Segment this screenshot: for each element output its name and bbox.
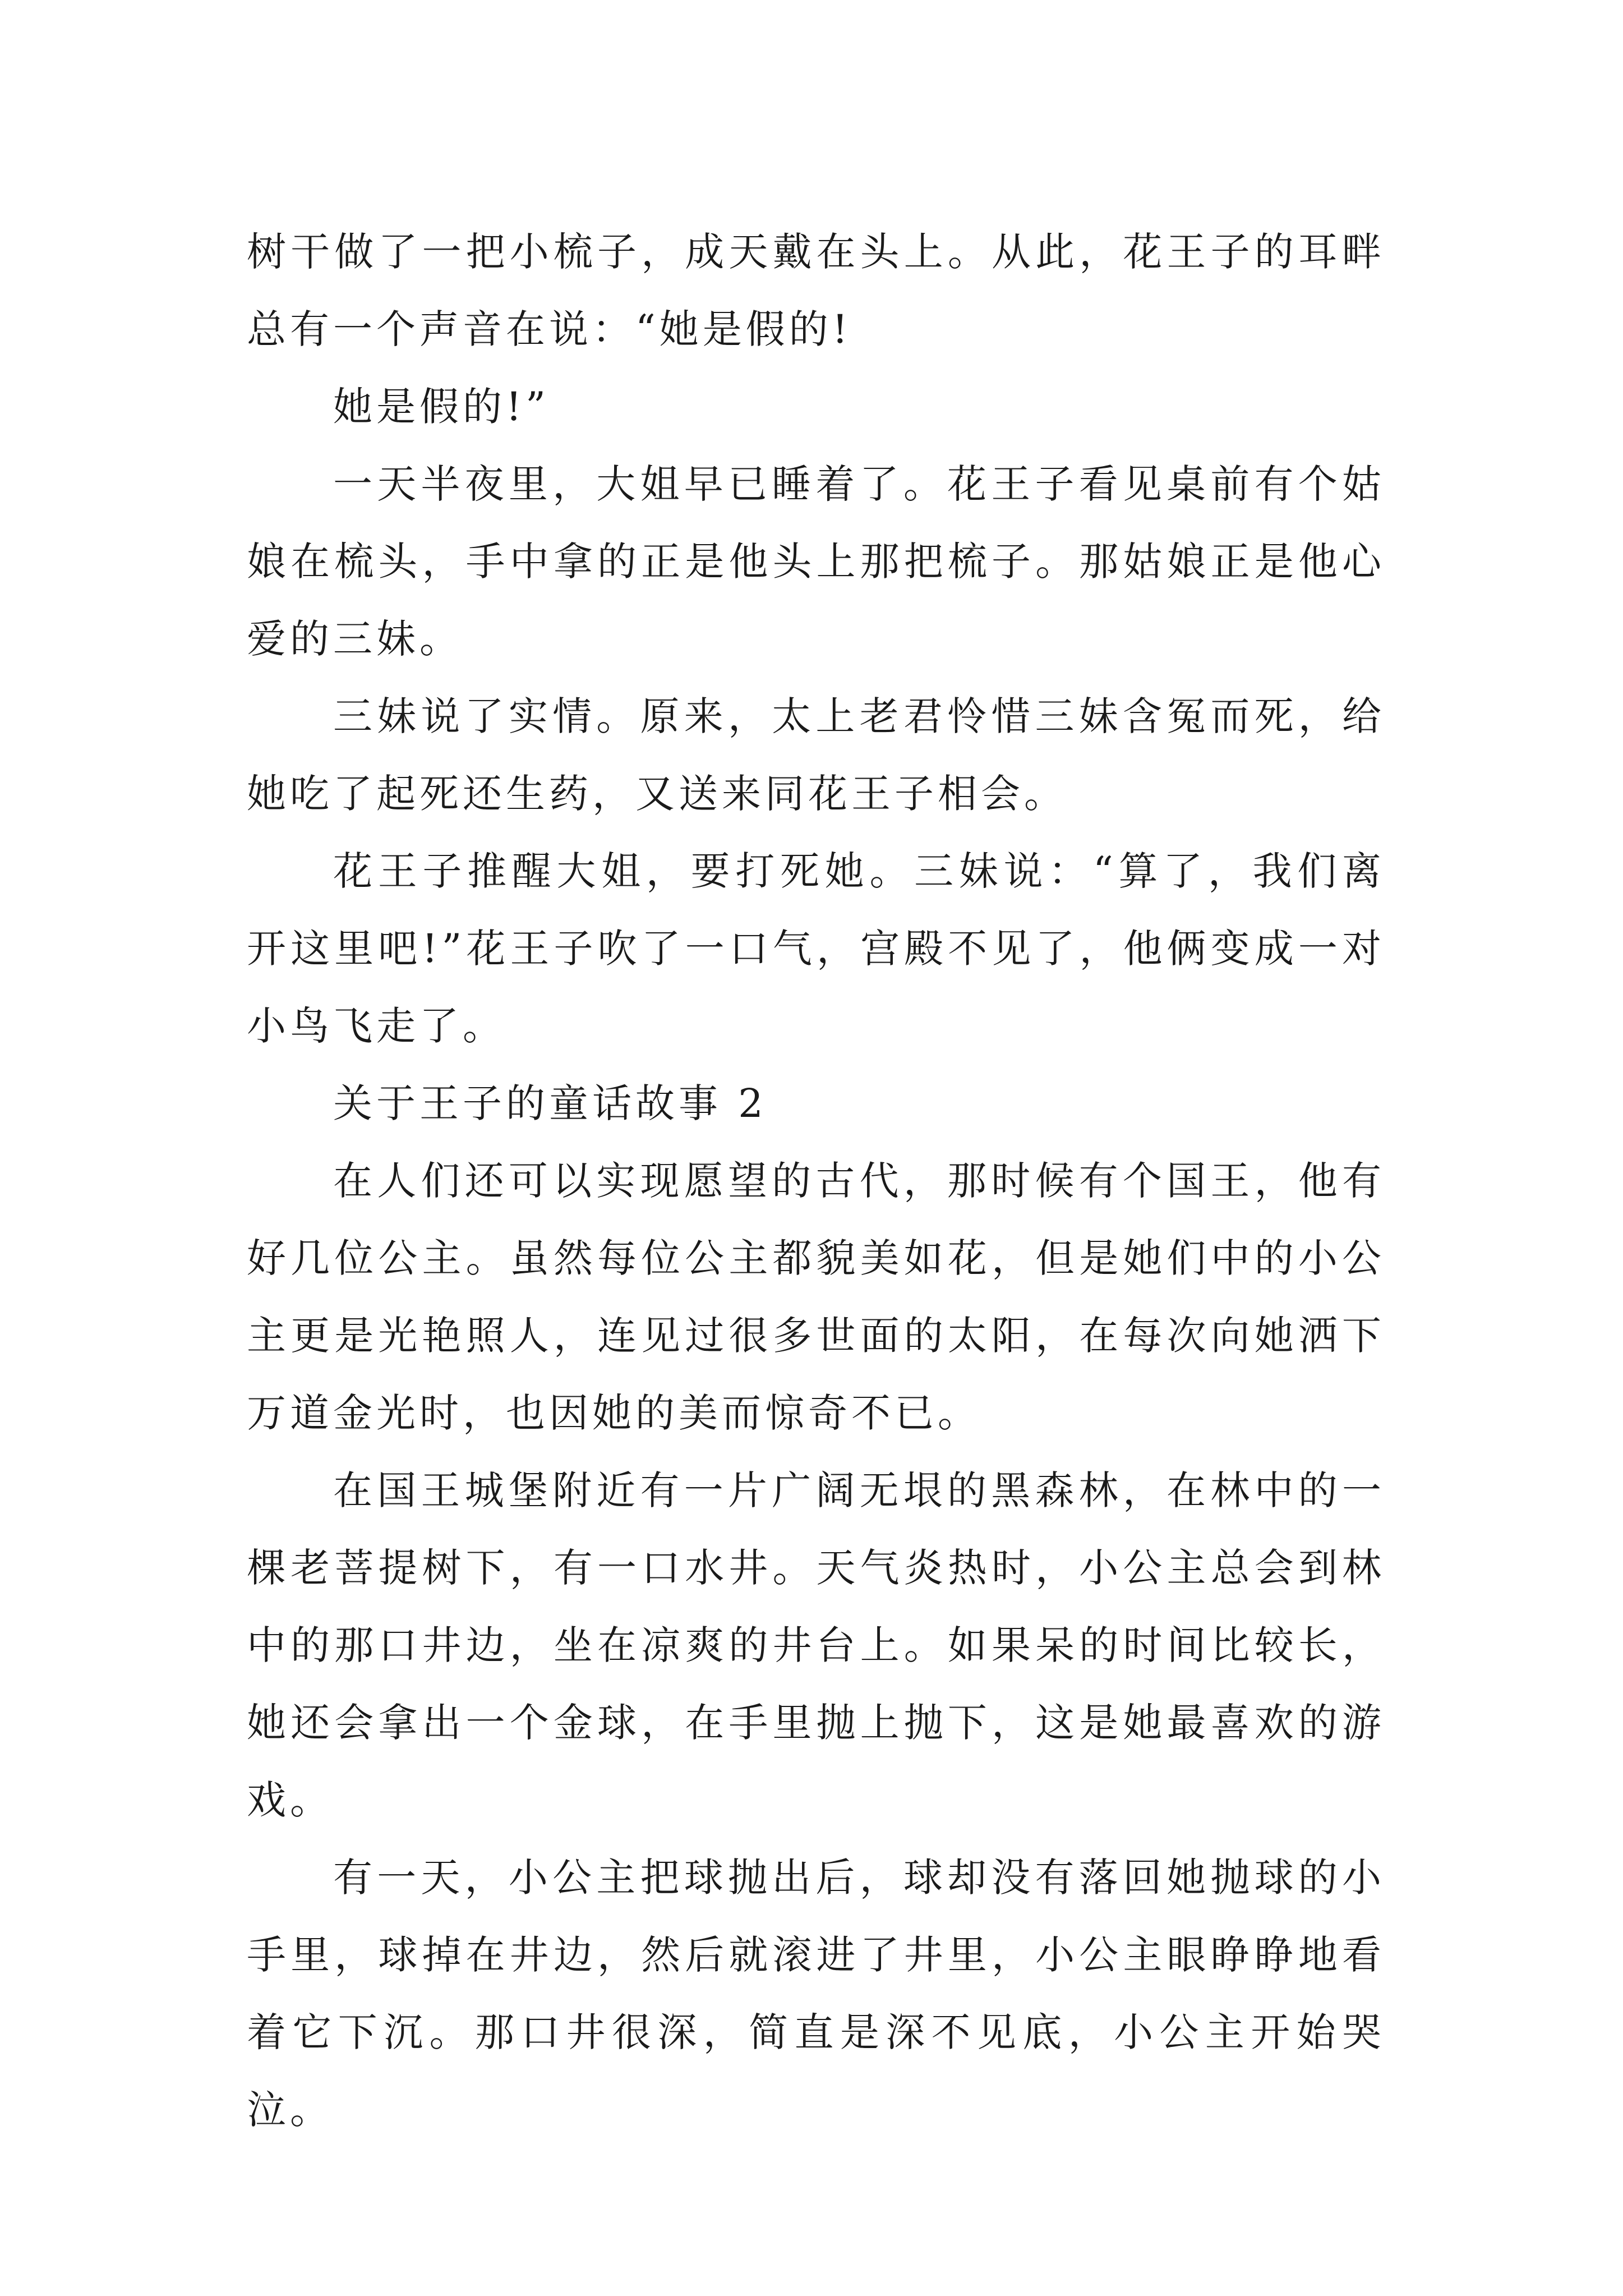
paragraph-7: 在人们还可以实现愿望的古代，那时候有个国王，他有好几位公主。虽然每位公主都貌美如花，但是她们中的小公主更是光艳照人，连见过很多世面的太阳，在每次向她洒下万道金光时，也因她的美而惊奇不已。 — [247, 1158, 1385, 1436]
paragraph-4: 三妹说了实情。原来，太上老君怜惜三妹含冤而死，给她吃了起死还生药，又送来同花王子相会。 — [247, 693, 1385, 817]
paragraph-1: 树干做了一把小梳子，成天戴在头上。从此，花王子的耳畔总有一个声音在说：“她是假的! — [247, 229, 1385, 352]
paragraph-5: 花王子推醒大姐，要打死她。三妹说：“算了，我们离开这里吧!”花王子吹了一口气，宫殿不见了，他俩变成一对小鸟飞走了。 — [247, 848, 1385, 1049]
paragraph-3: 一天半夜里，大姐早已睡着了。花王子看见桌前有个姑娘在梳头，手中拿的正是他头上那把梳子。那姑娘正是他心爱的三妹。 — [247, 461, 1385, 662]
paragraph-9: 有一天，小公主把球抛出后，球却没有落回她抛球的小手里，球掉在井边，然后就滚进了井里，小公主眼睁睁地看着它下沉。那口井很深，简直是深不见底，小公主开始哭泣。 — [247, 1855, 1385, 2133]
section-heading: 关于王子的童话故事 2 — [333, 1080, 767, 1126]
paragraph-8: 在国王城堡附近有一片广阔无垠的黑森林，在林中的一棵老菩提树下，有一口水井。天气炎热时，小公主总会到林中的那口井边，坐在凉爽的井台上。如果呆的时间比较长，她还会拿出一个金球，在手里抛上抛下，这是她最喜欢的游戏。 — [247, 1467, 1385, 1823]
document-body — [247, 213, 1385, 2148]
paragraph-2: 她是假的!” — [333, 384, 550, 430]
